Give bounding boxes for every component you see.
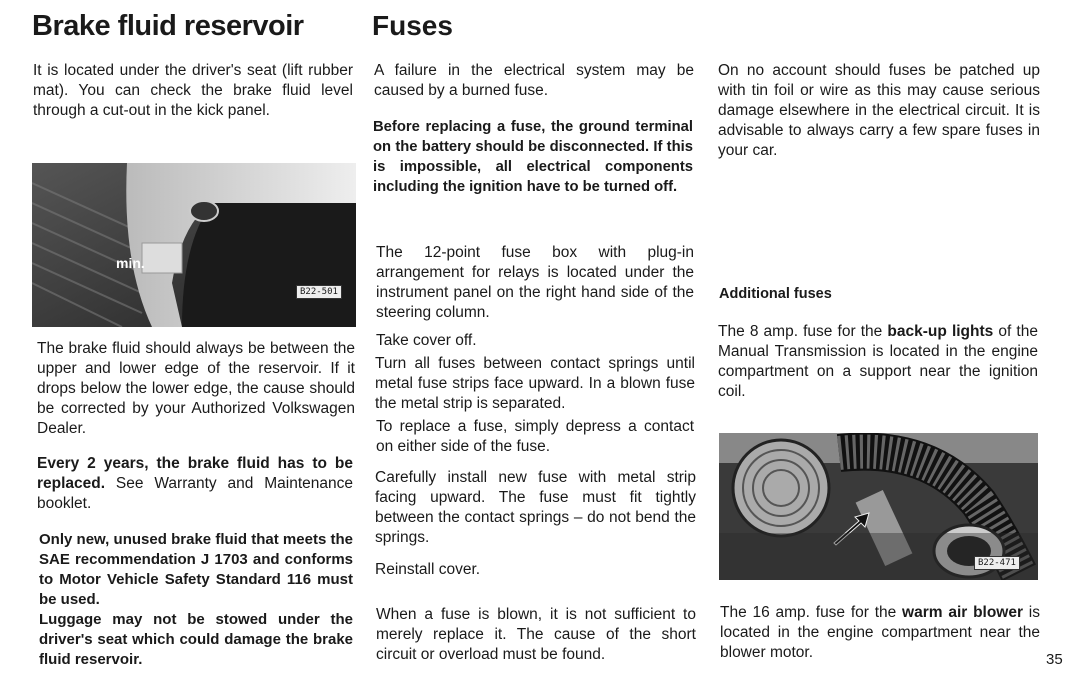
backup-lights-fuse-text [718,322,1038,402]
fuse-box-location-text: The 12-point fuse box with plug-in arrangement for relays is located under the instrument panel on the right hand side of the steering column. [376,244,694,321]
figure-tag-b22-501: B22-501 [296,285,342,299]
take-cover-off-text: Take cover off. [376,332,477,349]
install-fuse-text: Carefully install new fuse with metal strip facing upward. The fuse must fit tightly between the contact springs – do not bend the springs. [375,469,696,546]
brake-fluid-title: Brake fluid reservoir [32,10,304,42]
additional-fuses-heading: Additional fuses [719,286,832,302]
fuses-failure-text: A failure in the electrical system may be caused by a burned fuse. [374,62,694,99]
ground-terminal-warning: Before replacing a fuse, the ground terminal on the battery should be disconnected. If this is impossible, all electrical components including the ignition have to be turned off. [373,119,693,195]
warm-air-blower-fuse-text [720,603,1040,663]
backup-lights-bold: back-up lights [887,323,994,340]
brake-reservoir-illustration [32,163,356,327]
brake-fluid-intro: It is located under the driver's seat (lift rubber mat). You can check the brake fluid level through a cut-out in the kick panel. [33,62,353,119]
brake-fluid-level-text: The brake fluid should always be between the upper and lower edge of the reservoir. If it drops below the lower edge, the cause should be corrected by your Authorized Volkswagen Dealer. [37,340,355,437]
brake-reservoir-photo [32,163,356,327]
fuses-title: Fuses [372,10,453,41]
warranty-reference: See Warranty and Maintenance booklet. [37,475,353,512]
page-number: 35 [1046,651,1063,668]
blower-fuse-location: is located in the engine compartment near the blower motor. [720,604,1040,661]
warm-air-blower-bold: warm air blower [902,604,1024,621]
engine-compartment-photo [719,433,1038,580]
reinstall-cover-text: Reinstall cover. [375,561,481,578]
blower-fuse-intro: The 16 amp. fuse for the [720,604,903,621]
backup-fuse-intro: The 8 amp. fuse for the [718,323,888,340]
no-patching-warning: On no account should fuses be patched up with tin foil or wire as this may cause serious damage elsewhere in the electrical circuit. It is advisable to always carry a few spare fuses in your car. [718,62,1040,159]
sae-recommendation-text: Only new, unused brake fluid that meets the SAE recommendation J 1703 and conforms to Motor Vehicle Safety Standard 116 must be used. [39,531,353,608]
brake-fluid-replace-text [37,454,353,514]
replace-fuse-text: To replace a fuse, simply depress a contact on either side of the fuse. [376,418,694,455]
min-level-label: min. [116,255,145,271]
backup-fuse-location: of the Manual Transmission is located in the engine compartment on a support near the ignition coil. [718,323,1038,400]
figure-tag-b22-471: B22-471 [974,556,1020,570]
turn-fuses-text: Turn all fuses between contact springs until metal fuse strips face upward. In a blown fuse the metal strip is separated. [375,355,695,412]
replace-interval-bold: Every 2 years, the brake fluid has to be replaced. [37,455,353,492]
luggage-warning-text: Luggage may not be stowed under the driver's seat which could damage the brake fluid reservoir. [39,611,353,668]
blown-fuse-cause-text: When a fuse is blown, it is not sufficient to merely replace it. The cause of the short circuit or overload must be found. [376,606,696,663]
